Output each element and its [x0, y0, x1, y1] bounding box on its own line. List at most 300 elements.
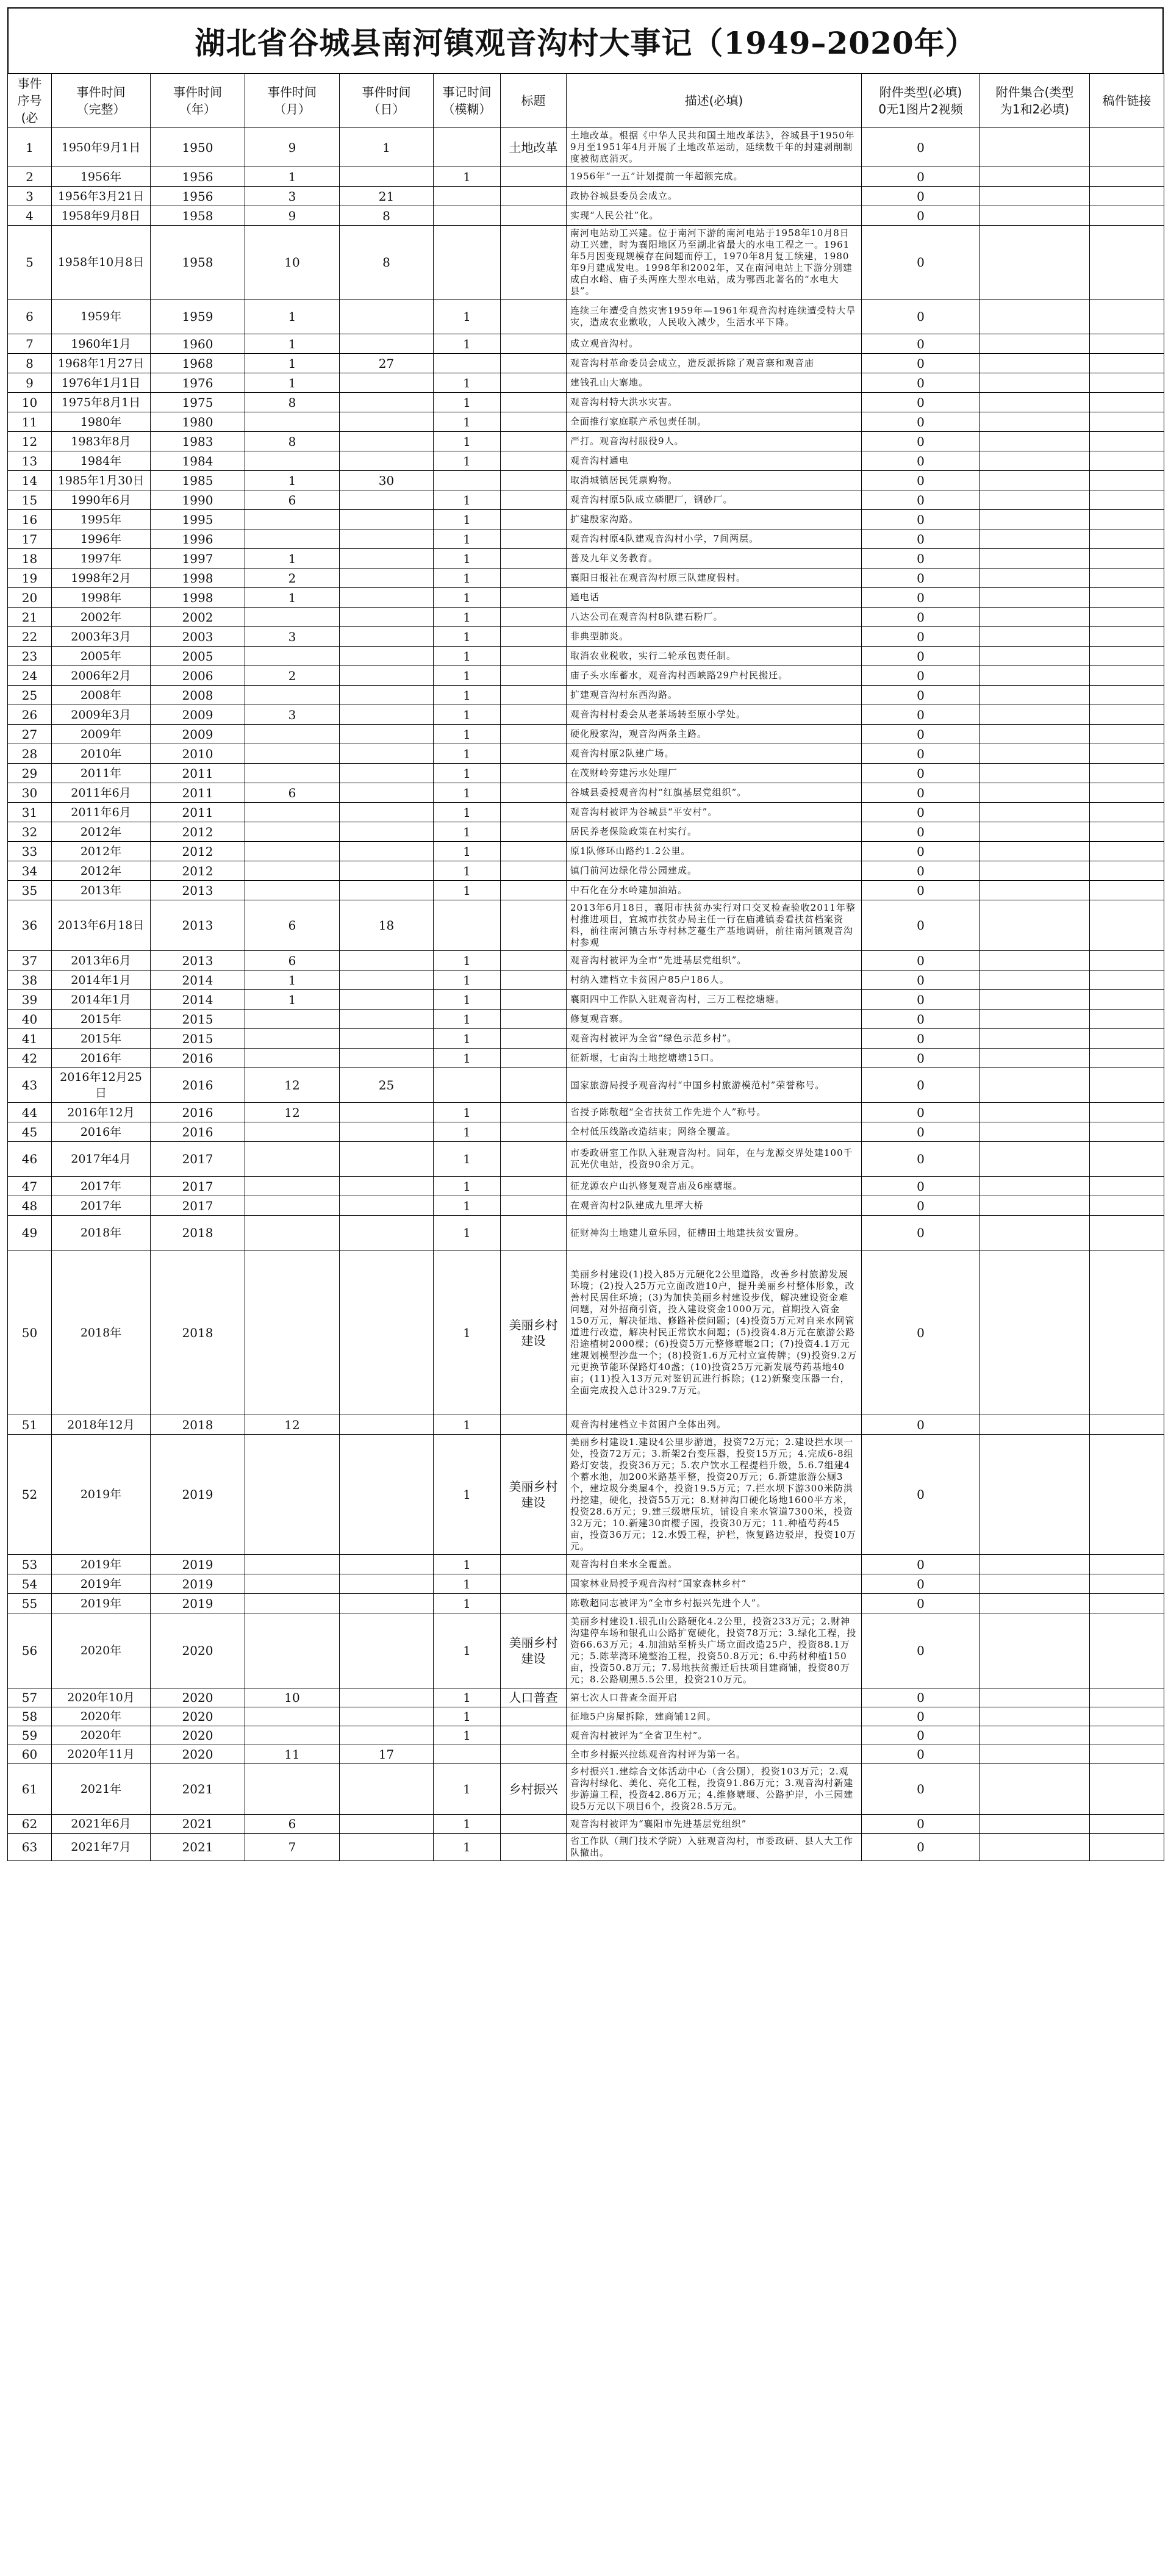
cell-description[interactable]: 全村低压线路改造结束；网络全覆盖。 [567, 1122, 862, 1142]
cell-day[interactable]: 17 [340, 1745, 434, 1764]
cell-year[interactable]: 2016 [151, 1049, 245, 1068]
cell-month[interactable] [245, 1049, 340, 1068]
cell-day[interactable] [340, 451, 434, 471]
cell-title[interactable] [501, 1555, 567, 1574]
cell-month[interactable]: 2 [245, 666, 340, 686]
cell-description[interactable]: 观音沟村原5队成立磷肥厂，钢砂厂。 [567, 490, 862, 510]
cell-full-time[interactable]: 1985年1月30日 [52, 471, 151, 490]
cell-full-time[interactable]: 2017年 [52, 1196, 151, 1216]
cell-link[interactable] [1090, 647, 1164, 666]
cell-full-time[interactable]: 1958年10月8日 [52, 226, 151, 300]
cell-link[interactable] [1090, 900, 1164, 951]
cell-title[interactable] [501, 627, 567, 647]
cell-year[interactable]: 2021 [151, 1815, 245, 1834]
cell-attachment-type[interactable]: 0 [862, 393, 980, 412]
cell-attachment-type[interactable]: 0 [862, 226, 980, 300]
cell-vague[interactable]: 1 [434, 686, 501, 705]
cell-attachment-set[interactable] [980, 1834, 1090, 1861]
cell-vague[interactable] [434, 206, 501, 226]
cell-month[interactable] [245, 1613, 340, 1688]
cell-month[interactable]: 1 [245, 334, 340, 354]
cell-link[interactable] [1090, 666, 1164, 686]
cell-link[interactable] [1090, 842, 1164, 861]
cell-year[interactable]: 1985 [151, 471, 245, 490]
cell-vague[interactable]: 1 [434, 588, 501, 608]
cell-description[interactable]: 建钱孔山大寨地。 [567, 373, 862, 393]
cell-year[interactable]: 2013 [151, 900, 245, 951]
cell-attachment-type[interactable]: 0 [862, 705, 980, 725]
cell-day[interactable] [340, 764, 434, 783]
cell-link[interactable] [1090, 627, 1164, 647]
cell-vague[interactable]: 1 [434, 1688, 501, 1707]
cell-title[interactable] [501, 881, 567, 900]
cell-attachment-set[interactable] [980, 432, 1090, 451]
cell-attachment-set[interactable] [980, 1029, 1090, 1049]
cell-link[interactable] [1090, 1764, 1164, 1815]
cell-day[interactable] [340, 569, 434, 588]
cell-description[interactable]: 取消城镇居民凭票购物。 [567, 471, 862, 490]
cell-title[interactable] [501, 167, 567, 187]
cell-description[interactable]: 省工作队（荆门技术学院）入驻观音沟村，市委政研、县人大工作队撤出。 [567, 1834, 862, 1861]
cell-attachment-set[interactable] [980, 666, 1090, 686]
cell-attachment-type[interactable]: 0 [862, 1142, 980, 1177]
cell-full-time[interactable]: 1980年 [52, 412, 151, 432]
cell-day[interactable] [340, 412, 434, 432]
cell-attachment-set[interactable] [980, 128, 1090, 167]
cell-full-time[interactable]: 2010年 [52, 744, 151, 764]
cell-vague[interactable]: 1 [434, 1216, 501, 1250]
cell-title[interactable] [501, 647, 567, 666]
cell-description[interactable]: 中石化在分水岭建加油站。 [567, 881, 862, 900]
cell-title[interactable] [501, 705, 567, 725]
cell-title[interactable] [501, 744, 567, 764]
cell-attachment-set[interactable] [980, 803, 1090, 822]
cell-title[interactable] [501, 1216, 567, 1250]
cell-day[interactable] [340, 725, 434, 744]
cell-month[interactable]: 1 [245, 990, 340, 1010]
cell-full-time[interactable]: 2018年12月 [52, 1415, 151, 1435]
cell-description[interactable]: 观音沟村革命委员会成立，造反派拆除了观音寨和观音庙 [567, 354, 862, 373]
cell-attachment-set[interactable] [980, 725, 1090, 744]
cell-attachment-set[interactable] [980, 206, 1090, 226]
cell-title[interactable] [501, 686, 567, 705]
cell-year[interactable]: 2019 [151, 1574, 245, 1594]
cell-full-time[interactable]: 2011年6月 [52, 783, 151, 803]
cell-month[interactable]: 12 [245, 1068, 340, 1103]
cell-day[interactable] [340, 1216, 434, 1250]
cell-vague[interactable] [434, 128, 501, 167]
cell-title[interactable] [501, 1068, 567, 1103]
cell-link[interactable] [1090, 393, 1164, 412]
cell-attachment-set[interactable] [980, 783, 1090, 803]
cell-month[interactable]: 9 [245, 128, 340, 167]
cell-link[interactable] [1090, 588, 1164, 608]
cell-full-time[interactable]: 2021年6月 [52, 1815, 151, 1834]
cell-year[interactable]: 1997 [151, 549, 245, 569]
cell-full-time[interactable]: 1990年6月 [52, 490, 151, 510]
cell-no[interactable]: 31 [8, 803, 52, 822]
cell-vague[interactable] [434, 1068, 501, 1103]
cell-year[interactable]: 2012 [151, 842, 245, 861]
cell-title[interactable] [501, 1834, 567, 1861]
cell-full-time[interactable]: 1996年 [52, 529, 151, 549]
cell-attachment-type[interactable]: 0 [862, 881, 980, 900]
cell-day[interactable] [340, 1122, 434, 1142]
cell-attachment-type[interactable]: 0 [862, 1745, 980, 1764]
cell-full-time[interactable]: 2017年 [52, 1177, 151, 1196]
cell-no[interactable]: 4 [8, 206, 52, 226]
cell-attachment-type[interactable]: 0 [862, 1010, 980, 1029]
cell-attachment-set[interactable] [980, 510, 1090, 529]
cell-title[interactable] [501, 1122, 567, 1142]
cell-description[interactable]: 全面推行家庭联产承包责任制。 [567, 412, 862, 432]
cell-vague[interactable]: 1 [434, 549, 501, 569]
cell-attachment-set[interactable] [980, 764, 1090, 783]
cell-year[interactable]: 1950 [151, 128, 245, 167]
cell-attachment-set[interactable] [980, 529, 1090, 549]
cell-description[interactable]: 国家林业局授予观音沟村“国家森林乡村” [567, 1574, 862, 1594]
cell-attachment-type[interactable]: 0 [862, 647, 980, 666]
cell-full-time[interactable]: 2013年6月18日 [52, 900, 151, 951]
cell-month[interactable] [245, 1142, 340, 1177]
cell-vague[interactable]: 1 [434, 666, 501, 686]
cell-title[interactable] [501, 1142, 567, 1177]
cell-year[interactable]: 1958 [151, 206, 245, 226]
cell-title[interactable] [501, 1707, 567, 1726]
cell-no[interactable]: 63 [8, 1834, 52, 1861]
cell-year[interactable]: 1998 [151, 569, 245, 588]
cell-vague[interactable] [434, 226, 501, 300]
cell-title[interactable] [501, 803, 567, 822]
cell-link[interactable] [1090, 970, 1164, 990]
cell-description[interactable]: 村纳入建档立卡贫困户85户186人。 [567, 970, 862, 990]
cell-description[interactable]: 谷城县委授观音沟村“红旗基层党组织”。 [567, 783, 862, 803]
cell-day[interactable] [340, 1688, 434, 1707]
cell-full-time[interactable]: 2009年3月 [52, 705, 151, 725]
cell-vague[interactable]: 1 [434, 569, 501, 588]
cell-title[interactable] [501, 1815, 567, 1834]
cell-day[interactable] [340, 1764, 434, 1815]
cell-attachment-type[interactable]: 0 [862, 128, 980, 167]
cell-year[interactable]: 1996 [151, 529, 245, 549]
cell-link[interactable] [1090, 187, 1164, 206]
cell-link[interactable] [1090, 764, 1164, 783]
cell-month[interactable] [245, 1216, 340, 1250]
cell-description[interactable]: 严打。观音沟村服役9人。 [567, 432, 862, 451]
cell-title[interactable] [501, 569, 567, 588]
cell-year[interactable]: 2020 [151, 1745, 245, 1764]
cell-attachment-type[interactable]: 0 [862, 1764, 980, 1815]
cell-title[interactable] [501, 822, 567, 842]
cell-vague[interactable]: 1 [434, 1010, 501, 1029]
cell-no[interactable]: 37 [8, 951, 52, 970]
cell-description[interactable]: 连续三年遭受自然灾害1959年—1961年观音沟村连续遭受特大旱灾，造成农业歉收，人民收入减少，生活水平下降。 [567, 300, 862, 334]
cell-title[interactable] [501, 451, 567, 471]
cell-no[interactable]: 9 [8, 373, 52, 393]
cell-vague[interactable]: 1 [434, 167, 501, 187]
cell-link[interactable] [1090, 1688, 1164, 1707]
cell-year[interactable]: 2020 [151, 1707, 245, 1726]
cell-year[interactable]: 2011 [151, 783, 245, 803]
cell-year[interactable]: 1975 [151, 393, 245, 412]
cell-full-time[interactable]: 1956年 [52, 167, 151, 187]
cell-link[interactable] [1090, 1142, 1164, 1177]
cell-attachment-type[interactable]: 0 [862, 627, 980, 647]
cell-description[interactable]: 取消农业税收，实行二轮承包责任制。 [567, 647, 862, 666]
cell-month[interactable]: 6 [245, 490, 340, 510]
cell-title[interactable] [501, 334, 567, 354]
cell-attachment-type[interactable]: 0 [862, 569, 980, 588]
cell-month[interactable] [245, 725, 340, 744]
cell-year[interactable]: 2016 [151, 1103, 245, 1122]
cell-month[interactable] [245, 1029, 340, 1049]
cell-year[interactable]: 2016 [151, 1122, 245, 1142]
cell-link[interactable] [1090, 1574, 1164, 1594]
cell-title[interactable] [501, 393, 567, 412]
cell-attachment-type[interactable]: 0 [862, 1122, 980, 1142]
cell-full-time[interactable]: 2002年 [52, 608, 151, 627]
cell-vague[interactable]: 1 [434, 951, 501, 970]
cell-attachment-set[interactable] [980, 686, 1090, 705]
cell-attachment-type[interactable]: 0 [862, 490, 980, 510]
cell-link[interactable] [1090, 490, 1164, 510]
cell-full-time[interactable]: 2016年 [52, 1122, 151, 1142]
cell-year[interactable]: 2012 [151, 822, 245, 842]
cell-title[interactable] [501, 432, 567, 451]
cell-link[interactable] [1090, 529, 1164, 549]
cell-year[interactable]: 2020 [151, 1688, 245, 1707]
cell-day[interactable] [340, 1815, 434, 1834]
cell-link[interactable] [1090, 300, 1164, 334]
cell-full-time[interactable]: 2012年 [52, 861, 151, 881]
cell-description[interactable]: 观音沟村建档立卡贫困户全体出列。 [567, 1415, 862, 1435]
cell-day[interactable] [340, 881, 434, 900]
cell-vague[interactable]: 1 [434, 432, 501, 451]
cell-year[interactable]: 2009 [151, 705, 245, 725]
cell-no[interactable]: 60 [8, 1745, 52, 1764]
cell-no[interactable]: 61 [8, 1764, 52, 1815]
cell-attachment-type[interactable]: 0 [862, 970, 980, 990]
cell-day[interactable] [340, 1142, 434, 1177]
cell-link[interactable] [1090, 1594, 1164, 1613]
cell-year[interactable]: 2021 [151, 1834, 245, 1861]
cell-title[interactable] [501, 300, 567, 334]
cell-month[interactable]: 1 [245, 588, 340, 608]
cell-month[interactable] [245, 1574, 340, 1594]
cell-month[interactable] [245, 1250, 340, 1415]
cell-attachment-type[interactable]: 0 [862, 1435, 980, 1555]
cell-attachment-type[interactable]: 0 [862, 842, 980, 861]
cell-year[interactable]: 2019 [151, 1594, 245, 1613]
cell-link[interactable] [1090, 1103, 1164, 1122]
cell-link[interactable] [1090, 412, 1164, 432]
cell-no[interactable]: 44 [8, 1103, 52, 1122]
cell-attachment-set[interactable] [980, 951, 1090, 970]
cell-link[interactable] [1090, 432, 1164, 451]
cell-link[interactable] [1090, 206, 1164, 226]
cell-month[interactable] [245, 412, 340, 432]
cell-month[interactable]: 7 [245, 1834, 340, 1861]
cell-title[interactable]: 美丽乡村建设 [501, 1250, 567, 1415]
cell-full-time[interactable]: 2011年6月 [52, 803, 151, 822]
cell-attachment-set[interactable] [980, 1216, 1090, 1250]
cell-attachment-type[interactable]: 0 [862, 529, 980, 549]
cell-attachment-set[interactable] [980, 1435, 1090, 1555]
cell-day[interactable] [340, 588, 434, 608]
cell-no[interactable]: 5 [8, 226, 52, 300]
cell-attachment-set[interactable] [980, 1574, 1090, 1594]
cell-attachment-type[interactable]: 0 [862, 744, 980, 764]
cell-description[interactable]: 观音沟村特大洪水灾害。 [567, 393, 862, 412]
cell-day[interactable] [340, 549, 434, 569]
cell-title[interactable] [501, 529, 567, 549]
cell-link[interactable] [1090, 451, 1164, 471]
cell-vague[interactable]: 1 [434, 608, 501, 627]
cell-full-time[interactable]: 2009年 [52, 725, 151, 744]
cell-full-time[interactable]: 1975年8月1日 [52, 393, 151, 412]
cell-attachment-set[interactable] [980, 588, 1090, 608]
cell-no[interactable]: 16 [8, 510, 52, 529]
cell-day[interactable]: 27 [340, 354, 434, 373]
cell-day[interactable] [340, 1435, 434, 1555]
cell-month[interactable]: 1 [245, 167, 340, 187]
cell-vague[interactable]: 1 [434, 725, 501, 744]
cell-link[interactable] [1090, 990, 1164, 1010]
cell-attachment-type[interactable]: 0 [862, 1250, 980, 1415]
cell-link[interactable] [1090, 803, 1164, 822]
cell-attachment-set[interactable] [980, 881, 1090, 900]
cell-no[interactable]: 47 [8, 1177, 52, 1196]
cell-day[interactable] [340, 334, 434, 354]
cell-title[interactable] [501, 608, 567, 627]
cell-full-time[interactable]: 2016年12月25日 [52, 1068, 151, 1103]
cell-title[interactable] [501, 373, 567, 393]
cell-month[interactable]: 12 [245, 1103, 340, 1122]
cell-year[interactable]: 2014 [151, 990, 245, 1010]
cell-attachment-type[interactable]: 0 [862, 206, 980, 226]
cell-no[interactable]: 32 [8, 822, 52, 842]
cell-attachment-type[interactable]: 0 [862, 588, 980, 608]
cell-description[interactable]: 征财神沟土地建儿童乐园，征槽田土地建扶贫安置房。 [567, 1216, 862, 1250]
cell-description[interactable]: 美丽乡村建设1.建设4公里步游道，投资72万元；2.建设拦水坝一处，投资72万元；3.新架2台变压器，投资15万元；4.完成6-8组路灯安装，投资36万元；5.农户饮水工程提档升级，5.6.7组建4个蓄水池，加200米路基平整，投资20万元；6.新建旅游公厕3个，建垃圾分类屋4个，投资19.5万元；7.拦水坝下游300米防洪丹挖建，硬化，投资55万元；8.财神沟口硬化场地1600平方米，投资28.6万元；9.建三级塘压坑，铺设自来水管道7300米，投资32万元；10.新建30亩樱子园，投资30万元；11.种植芍药45亩，投资36万元；12.水毁工程，护栏，恢复路边驳岸，投资10万元。 [567, 1435, 862, 1555]
cell-title[interactable] [501, 1594, 567, 1613]
cell-full-time[interactable]: 2020年 [52, 1613, 151, 1688]
cell-title[interactable] [501, 588, 567, 608]
cell-description[interactable]: 观音沟村被评为“襄阳市先进基层党组织” [567, 1815, 862, 1834]
cell-link[interactable] [1090, 705, 1164, 725]
cell-link[interactable] [1090, 1029, 1164, 1049]
cell-vague[interactable]: 1 [434, 300, 501, 334]
cell-day[interactable] [340, 783, 434, 803]
cell-year[interactable]: 2016 [151, 1068, 245, 1103]
cell-attachment-type[interactable]: 0 [862, 334, 980, 354]
cell-title[interactable] [501, 1726, 567, 1745]
cell-attachment-type[interactable]: 0 [862, 549, 980, 569]
cell-no[interactable]: 49 [8, 1216, 52, 1250]
cell-full-time[interactable]: 2019年 [52, 1574, 151, 1594]
cell-vague[interactable] [434, 1745, 501, 1764]
cell-attachment-set[interactable] [980, 1415, 1090, 1435]
cell-full-time[interactable]: 1997年 [52, 549, 151, 569]
cell-no[interactable]: 24 [8, 666, 52, 686]
cell-vague[interactable]: 1 [434, 1574, 501, 1594]
cell-month[interactable]: 6 [245, 783, 340, 803]
cell-month[interactable]: 3 [245, 187, 340, 206]
cell-vague[interactable]: 1 [434, 529, 501, 549]
cell-day[interactable]: 1 [340, 128, 434, 167]
cell-description[interactable]: 南河电站动工兴建。位于南河下游的南河电站于1958年10月8日动工兴建，时为襄阳地区乃至湖北省最大的水电工程之一。1961年5月因变现规模存在问题而停工，1970年8月复工续建，1980年9月建成发电。1998年和2002年，又在南河电站上下游分别建成白水峪、庙子头两座大型水电站，成为鄂西北著名的“水电大县”。 [567, 226, 862, 300]
cell-month[interactable] [245, 842, 340, 861]
cell-attachment-type[interactable]: 0 [862, 1555, 980, 1574]
cell-year[interactable]: 2017 [151, 1196, 245, 1216]
cell-full-time[interactable]: 2013年6月 [52, 951, 151, 970]
cell-full-time[interactable]: 2016年 [52, 1049, 151, 1068]
cell-day[interactable]: 8 [340, 226, 434, 300]
cell-day[interactable] [340, 1415, 434, 1435]
cell-no[interactable]: 27 [8, 725, 52, 744]
cell-no[interactable]: 11 [8, 412, 52, 432]
cell-no[interactable]: 50 [8, 1250, 52, 1415]
cell-no[interactable]: 48 [8, 1196, 52, 1216]
cell-title[interactable] [501, 764, 567, 783]
cell-full-time[interactable]: 2008年 [52, 686, 151, 705]
cell-attachment-set[interactable] [980, 1122, 1090, 1142]
cell-day[interactable] [340, 1029, 434, 1049]
cell-year[interactable]: 1995 [151, 510, 245, 529]
cell-attachment-set[interactable] [980, 1177, 1090, 1196]
cell-attachment-set[interactable] [980, 1726, 1090, 1745]
cell-month[interactable] [245, 510, 340, 529]
cell-attachment-set[interactable] [980, 167, 1090, 187]
cell-vague[interactable]: 1 [434, 970, 501, 990]
cell-no[interactable]: 55 [8, 1594, 52, 1613]
cell-month[interactable] [245, 529, 340, 549]
cell-no[interactable]: 2 [8, 167, 52, 187]
cell-attachment-type[interactable]: 0 [862, 861, 980, 881]
cell-link[interactable] [1090, 569, 1164, 588]
cell-attachment-set[interactable] [980, 1815, 1090, 1834]
cell-no[interactable]: 59 [8, 1726, 52, 1745]
cell-day[interactable] [340, 393, 434, 412]
cell-description[interactable]: 观音沟村被评为全市“先进基层党组织”。 [567, 951, 862, 970]
cell-full-time[interactable]: 1995年 [52, 510, 151, 529]
cell-attachment-type[interactable]: 0 [862, 451, 980, 471]
cell-month[interactable] [245, 861, 340, 881]
cell-attachment-type[interactable]: 0 [862, 1707, 980, 1726]
cell-year[interactable]: 1983 [151, 432, 245, 451]
cell-title[interactable] [501, 549, 567, 569]
cell-link[interactable] [1090, 725, 1164, 744]
cell-attachment-set[interactable] [980, 490, 1090, 510]
cell-full-time[interactable]: 2019年 [52, 1435, 151, 1555]
cell-vague[interactable]: 1 [434, 1049, 501, 1068]
cell-full-time[interactable]: 2013年 [52, 881, 151, 900]
cell-no[interactable]: 42 [8, 1049, 52, 1068]
cell-no[interactable]: 15 [8, 490, 52, 510]
cell-attachment-type[interactable]: 0 [862, 1177, 980, 1196]
cell-year[interactable]: 2020 [151, 1613, 245, 1688]
cell-no[interactable]: 35 [8, 881, 52, 900]
cell-month[interactable] [245, 744, 340, 764]
cell-year[interactable]: 2009 [151, 725, 245, 744]
cell-description[interactable]: 普及九年义务教育。 [567, 549, 862, 569]
cell-vague[interactable]: 1 [434, 1435, 501, 1555]
cell-attachment-set[interactable] [980, 187, 1090, 206]
cell-attachment-set[interactable] [980, 471, 1090, 490]
cell-title[interactable] [501, 471, 567, 490]
cell-year[interactable]: 2002 [151, 608, 245, 627]
cell-no[interactable]: 3 [8, 187, 52, 206]
